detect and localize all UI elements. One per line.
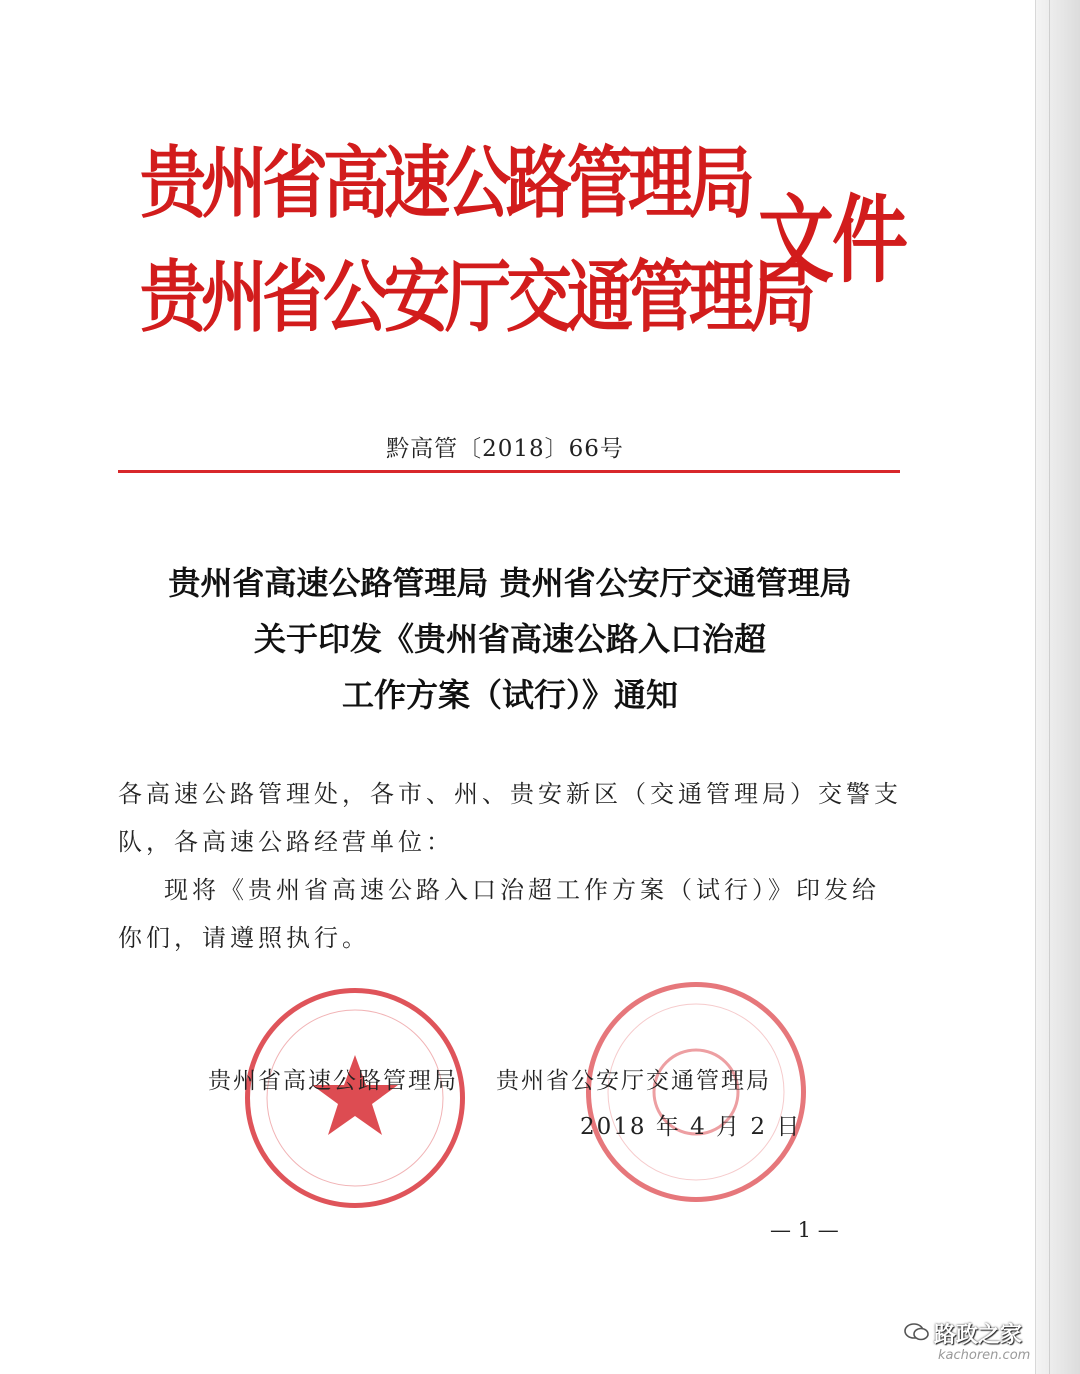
paragraph-line-2: 你们，请遵照执行。 <box>118 924 370 952</box>
notice-title <box>0 555 1020 723</box>
red-separator-line <box>118 470 900 473</box>
issuer-2: 贵州省公安厅交通管理局 <box>140 251 811 343</box>
page-edge <box>1035 0 1080 1374</box>
document-type: 文件 <box>758 184 906 296</box>
paragraph-line-1: 现将《贵州省高速公路入口治超工作方案（试行）》印发给 <box>164 876 880 904</box>
page-edge-line <box>1049 0 1050 1374</box>
addressee-line-2: 队，各高速公路经营单位： <box>118 828 454 856</box>
issuing-authorities <box>140 132 811 343</box>
watermark-site: kachoren.com <box>938 1348 1031 1363</box>
issuer-1: 贵州省高速公路管理局 <box>140 137 750 229</box>
title-line-2: 关于印发《贵州省高速公路入口治超 <box>253 620 766 658</box>
signatories <box>208 1062 771 1095</box>
page-number: — 1 — <box>770 1218 839 1242</box>
signer-2: 贵州省公安厅交通管理局 <box>496 1068 771 1094</box>
seal-star-icon <box>250 993 460 1203</box>
title-line-1: 贵州省高速公路管理局 贵州省公安厅交通管理局 <box>168 564 852 602</box>
official-seal-highway-bureau <box>245 988 465 1208</box>
issue-date: 2018 年 4 月 2 日 <box>580 1114 802 1140</box>
wechat-icon <box>904 1322 930 1342</box>
notice-body <box>118 770 908 962</box>
signer-1: 贵州省高速公路管理局 <box>208 1068 458 1094</box>
title-line-3: 工作方案（试行）》通知 <box>341 676 678 714</box>
watermark-name: 路政之家 <box>934 1323 1023 1348</box>
addressee-line-1: 各高速公路管理处，各市、州、贵安新区（交通管理局）交警支 <box>118 780 902 808</box>
watermark <box>896 1316 1046 1366</box>
document-number: 黔高管〔2018〕66号 <box>386 436 624 462</box>
